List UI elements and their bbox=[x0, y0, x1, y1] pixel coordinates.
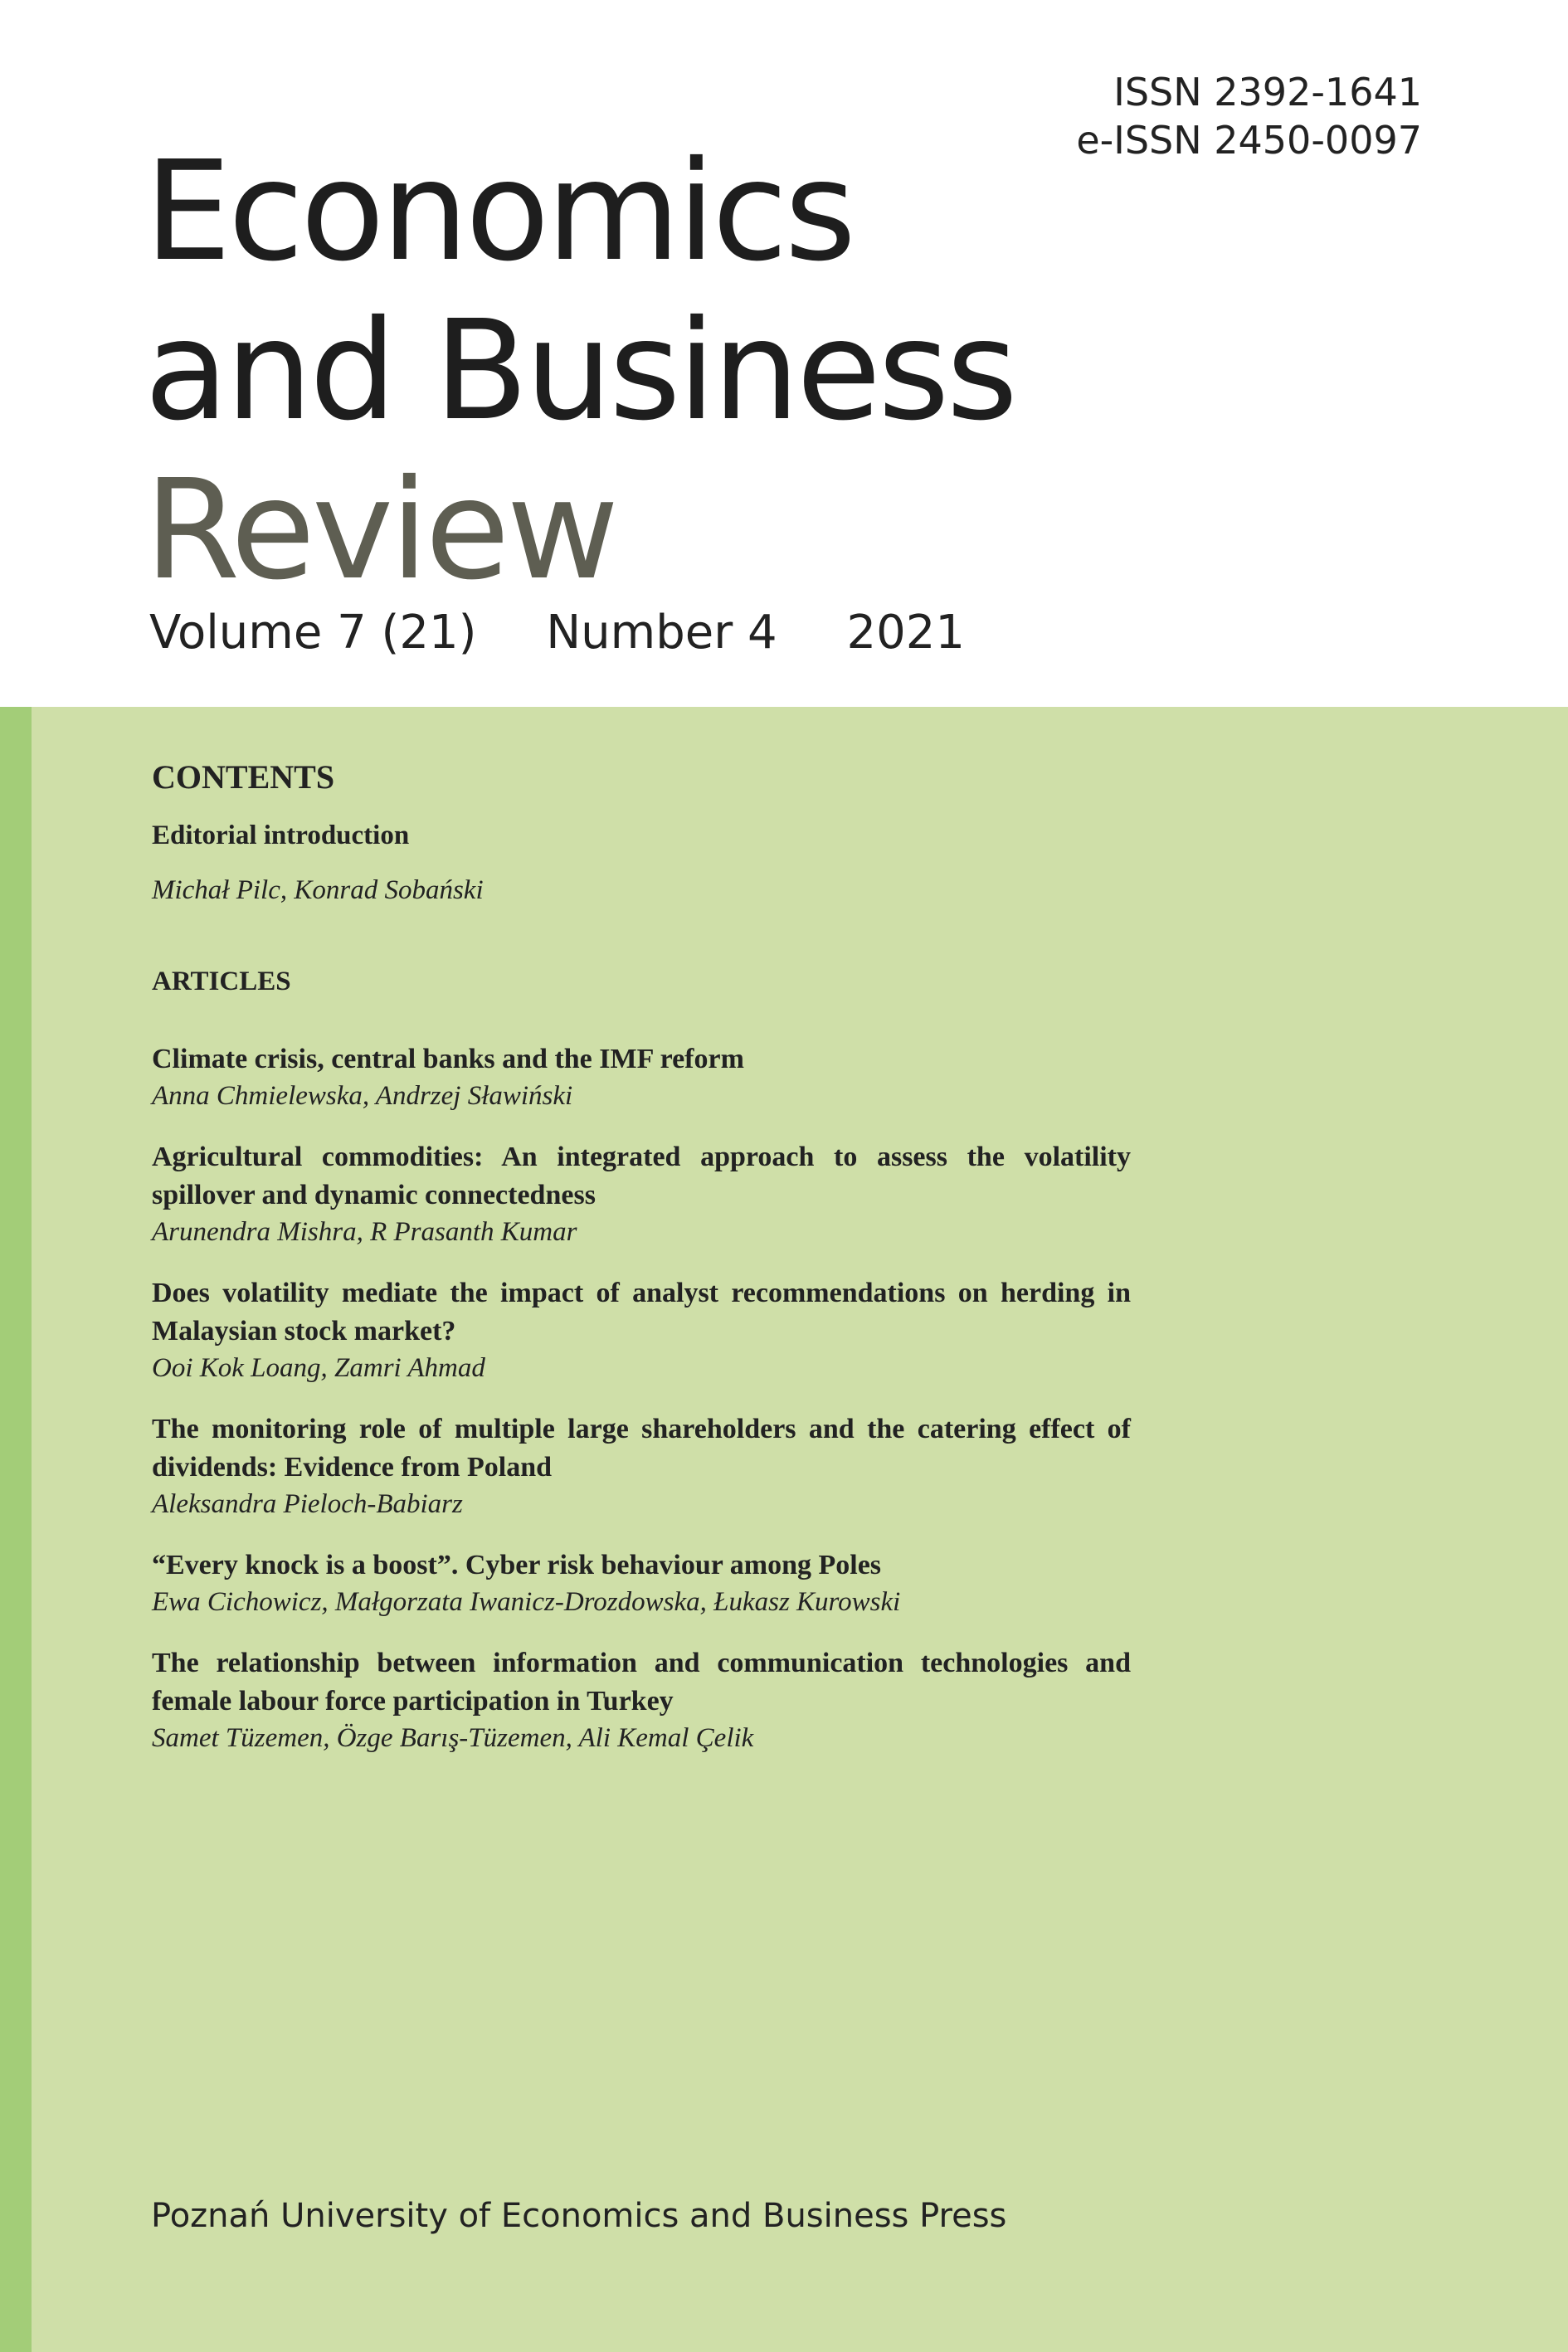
contents-panel bbox=[0, 707, 1568, 2352]
article-list bbox=[152, 1040, 1131, 1755]
title-line-2: and Business bbox=[144, 291, 1015, 451]
title-line-3: Review bbox=[144, 450, 616, 611]
articles-heading: ARTICLES bbox=[152, 967, 291, 996]
table-of-contents bbox=[152, 757, 1131, 1780]
publisher: Poznań University of Economics and Business Press bbox=[151, 2197, 1007, 2235]
article-entry bbox=[152, 1546, 1131, 1619]
article-authors: Anna Chmielewska, Andrzej Sławiński bbox=[152, 1081, 573, 1111]
article-entry bbox=[152, 1138, 1131, 1249]
article-authors: Ewa Cichowicz, Małgorzata Iwanicz-Drozdowska, Łukasz Kurowski bbox=[152, 1587, 901, 1617]
article-title: The relationship between information and communication technologies and female labour force participation in Turkey bbox=[152, 1648, 1131, 1717]
journal-title bbox=[144, 133, 1015, 611]
issn: ISSN 2392-1641 bbox=[1113, 70, 1422, 114]
article-entry bbox=[152, 1040, 1131, 1113]
contents-heading: CONTENTS bbox=[152, 758, 335, 796]
volume: Volume 7 (21) bbox=[149, 606, 477, 660]
title-line-1: Economics bbox=[144, 132, 854, 292]
side-stripe bbox=[0, 707, 32, 2352]
issue-number: Number 4 bbox=[546, 606, 777, 660]
cover-header bbox=[0, 0, 1568, 707]
issue-info bbox=[149, 604, 965, 662]
article-authors: Aleksandra Pieloch-Babiarz bbox=[152, 1489, 463, 1519]
article-entry bbox=[152, 1274, 1131, 1385]
article-authors: Ooi Kok Loang, Zamri Ahmad bbox=[152, 1353, 485, 1383]
article-authors: Samet Tüzemen, Özge Barış-Tüzemen, Ali Kemal Çelik bbox=[152, 1723, 754, 1753]
editorial-title: Editorial introduction bbox=[152, 821, 410, 850]
article-title: Does volatility mediate the impact of analyst recommendations on herding in Malaysian stock market? bbox=[152, 1278, 1131, 1346]
article-title: “Every knock is a boost”. Cyber risk behaviour among Poles bbox=[152, 1550, 882, 1580]
article-entry bbox=[152, 1644, 1131, 1755]
year: 2021 bbox=[846, 606, 965, 660]
editorial-authors: Michał Pilc, Konrad Sobański bbox=[152, 875, 484, 905]
issn-block bbox=[1076, 68, 1422, 164]
article-title: Climate crisis, central banks and the IMF reform bbox=[152, 1044, 744, 1074]
article-authors: Arunendra Mishra, R Prasanth Kumar bbox=[152, 1217, 577, 1247]
article-entry bbox=[152, 1410, 1131, 1522]
article-title: Agricultural commodities: An integrated approach to assess the volatility spillover and dynamic connectedness bbox=[152, 1142, 1131, 1210]
article-title: The monitoring role of multiple large shareholders and the catering effect of dividends: Evidence from Poland bbox=[152, 1414, 1131, 1483]
eissn: e-ISSN 2450-0097 bbox=[1076, 118, 1422, 163]
